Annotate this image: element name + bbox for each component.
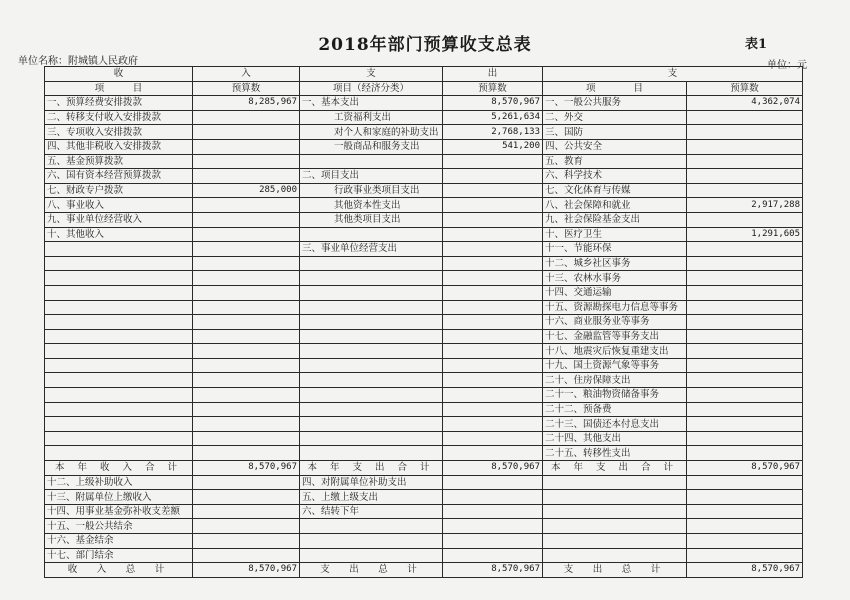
table-row <box>45 388 803 403</box>
budget-cell <box>193 504 300 519</box>
budget-cell <box>443 271 543 286</box>
budget-cell: 8,570,967 <box>443 96 543 111</box>
item-cell: 三、事业单位经营支出 <box>300 242 443 257</box>
table-row <box>45 475 803 490</box>
budget-cell <box>193 475 300 490</box>
budget-cell <box>443 475 543 490</box>
budget-cell <box>193 548 300 563</box>
item-cell <box>45 300 193 315</box>
item-cell <box>45 402 193 417</box>
item-cell: 十五、一般公共结余 <box>45 519 193 534</box>
budget-cell <box>193 125 300 140</box>
item-cell: 四、对附属单位补助支出 <box>300 475 443 490</box>
budget-cell <box>193 446 300 461</box>
budget-cell <box>687 504 803 519</box>
item-cell <box>45 388 193 403</box>
total-row <box>45 563 803 578</box>
income-header-b: 入 <box>193 67 300 82</box>
budget-cell <box>443 373 543 388</box>
budget-cell <box>193 329 300 344</box>
budget-cell: 1,291,605 <box>687 227 803 242</box>
budget-cell <box>443 504 543 519</box>
item-cell <box>45 256 193 271</box>
item-cell: 十、其他收入 <box>45 227 193 242</box>
table-row <box>45 534 803 549</box>
budget-cell <box>193 169 300 184</box>
item-cell: 二、外交 <box>543 110 687 125</box>
item-cell: 四、其他非税收入安排拨款 <box>45 139 193 154</box>
item-cell <box>45 431 193 446</box>
item-cell <box>45 271 193 286</box>
item-cell <box>45 446 193 461</box>
budget-cell <box>443 344 543 359</box>
budget-cell <box>193 271 300 286</box>
budget-cell <box>193 212 300 227</box>
item-cell: 行政事业类项目支出 <box>300 183 443 198</box>
budget-cell <box>687 242 803 257</box>
budget-cell <box>687 446 803 461</box>
budget-cell <box>443 169 543 184</box>
table-row <box>45 446 803 461</box>
table-row <box>45 96 803 111</box>
budget-cell: 2,768,133 <box>443 125 543 140</box>
item-cell: 十四、用事业基金弥补收支差额 <box>45 504 193 519</box>
budget-cell <box>443 548 543 563</box>
col-budget-3: 预算数 <box>687 81 803 96</box>
item-cell: 九、事业单位经营收入 <box>45 212 193 227</box>
item-cell: 十七、金融监管等事务支出 <box>543 329 687 344</box>
item-cell <box>300 315 443 330</box>
budget-cell <box>687 388 803 403</box>
budget-cell <box>443 446 543 461</box>
table-row <box>45 212 803 227</box>
budget-cell: 8,570,967 <box>443 563 543 578</box>
budget-cell <box>443 227 543 242</box>
budget-cell <box>443 490 543 505</box>
unit-name: 单位名称：附城镇人民政府 <box>18 56 138 67</box>
table-row <box>45 183 803 198</box>
budget-cell <box>687 548 803 563</box>
budget-cell <box>687 402 803 417</box>
table-number: 表1 <box>745 37 768 52</box>
item-cell <box>45 373 193 388</box>
budget-cell <box>443 329 543 344</box>
table-row <box>45 125 803 140</box>
budget-cell <box>193 417 300 432</box>
item-cell: 十、医疗卫生 <box>543 227 687 242</box>
budget-cell <box>193 198 300 213</box>
col-func-item: 项 目 <box>543 81 687 96</box>
budget-cell <box>193 534 300 549</box>
table-row <box>45 315 803 330</box>
budget-cell <box>193 110 300 125</box>
item-cell: 六、国有资本经营预算拨款 <box>45 169 193 184</box>
item-cell: 本 年 收 入 合 计 <box>45 461 193 476</box>
item-cell <box>45 358 193 373</box>
budget-cell <box>193 242 300 257</box>
table-row <box>45 402 803 417</box>
item-cell <box>300 227 443 242</box>
item-cell <box>300 534 443 549</box>
item-cell <box>300 285 443 300</box>
table-row <box>45 154 803 169</box>
item-cell: 十五、资源勘探电力信息等事务 <box>543 300 687 315</box>
budget-cell <box>193 490 300 505</box>
budget-cell <box>193 373 300 388</box>
budget-cell: 2,917,288 <box>687 198 803 213</box>
col-econ-item: 项目（经济分类） <box>300 81 443 96</box>
item-cell <box>300 358 443 373</box>
item-cell: 二十四、其他支出 <box>543 431 687 446</box>
item-cell <box>543 490 687 505</box>
total-row <box>45 461 803 476</box>
budget-cell <box>687 534 803 549</box>
budget-cell <box>443 300 543 315</box>
item-cell <box>45 329 193 344</box>
budget-cell <box>687 358 803 373</box>
budget-cell <box>687 519 803 534</box>
item-cell: 八、事业收入 <box>45 198 193 213</box>
budget-cell <box>443 256 543 271</box>
item-cell: 十八、地震灾后恢复重建支出 <box>543 344 687 359</box>
table-row <box>45 285 803 300</box>
budget-cell <box>193 358 300 373</box>
col-budget: 预算数 <box>193 81 300 96</box>
table-row <box>45 300 803 315</box>
item-cell <box>45 315 193 330</box>
budget-cell: 8,570,967 <box>687 563 803 578</box>
budget-cell <box>443 212 543 227</box>
item-cell <box>300 431 443 446</box>
budget-cell <box>193 154 300 169</box>
item-cell: 十三、附属单位上缴收入 <box>45 490 193 505</box>
item-cell: 二十、住房保障支出 <box>543 373 687 388</box>
budget-cell: 8,570,967 <box>687 461 803 476</box>
budget-cell: 541,200 <box>443 139 543 154</box>
item-cell <box>45 242 193 257</box>
item-cell <box>45 285 193 300</box>
item-cell <box>543 475 687 490</box>
budget-cell: 8,570,967 <box>193 563 300 578</box>
item-cell: 十六、商业服务业等事务 <box>543 315 687 330</box>
budget-cell <box>687 154 803 169</box>
item-cell <box>543 504 687 519</box>
item-cell: 一、预算经费安排拨款 <box>45 96 193 111</box>
item-cell: 十六、基金结余 <box>45 534 193 549</box>
item-cell <box>45 344 193 359</box>
budget-cell <box>687 344 803 359</box>
budget-cell <box>687 271 803 286</box>
budget-cell <box>687 300 803 315</box>
item-cell <box>300 256 443 271</box>
table-row <box>45 417 803 432</box>
item-cell: 二、项目支出 <box>300 169 443 184</box>
item-cell: 五、基金预算拨款 <box>45 154 193 169</box>
table-row <box>45 242 803 257</box>
budget-cell: 285,000 <box>193 183 300 198</box>
budget-cell <box>193 227 300 242</box>
budget-cell <box>687 125 803 140</box>
budget-cell <box>193 344 300 359</box>
budget-cell <box>193 388 300 403</box>
budget-cell <box>193 139 300 154</box>
table-row <box>45 519 803 534</box>
currency-unit: 单位：元 <box>767 60 807 71</box>
item-cell: 七、文化体育与传媒 <box>543 183 687 198</box>
item-cell: 三、国防 <box>543 125 687 140</box>
item-cell: 五、上缴上级支出 <box>300 490 443 505</box>
item-cell <box>45 417 193 432</box>
expenditure-header-b: 出 <box>443 67 543 82</box>
item-cell: 十七、部门结余 <box>45 548 193 563</box>
table-row <box>45 110 803 125</box>
budget-cell <box>443 242 543 257</box>
budget-cell <box>687 183 803 198</box>
item-cell: 九、社会保险基金支出 <box>543 212 687 227</box>
table-row <box>45 373 803 388</box>
item-cell: 八、社会保障和就业 <box>543 198 687 213</box>
budget-cell <box>443 183 543 198</box>
item-cell: 四、公共安全 <box>543 139 687 154</box>
budget-cell <box>193 300 300 315</box>
budget-cell <box>687 285 803 300</box>
col-item: 项 目 <box>45 81 193 96</box>
item-cell: 支 出 总 计 <box>543 563 687 578</box>
table-row <box>45 344 803 359</box>
item-cell: 十三、农林水事务 <box>543 271 687 286</box>
item-cell: 其他类项目支出 <box>300 212 443 227</box>
item-cell: 本 年 支 出 合 计 <box>543 461 687 476</box>
budget-cell <box>193 315 300 330</box>
budget-cell <box>443 154 543 169</box>
item-cell: 二十三、国债还本付息支出 <box>543 417 687 432</box>
item-cell: 一、基本支出 <box>300 96 443 111</box>
budget-summary-table <box>44 66 803 578</box>
budget-cell: 5,261,634 <box>443 110 543 125</box>
budget-cell <box>687 110 803 125</box>
budget-cell <box>443 402 543 417</box>
budget-cell <box>443 358 543 373</box>
item-cell <box>300 402 443 417</box>
table-row <box>45 504 803 519</box>
item-cell <box>300 519 443 534</box>
item-cell: 收 入 总 计 <box>45 563 193 578</box>
item-cell <box>300 329 443 344</box>
budget-cell <box>687 373 803 388</box>
budget-cell <box>687 490 803 505</box>
table-row <box>45 169 803 184</box>
item-cell: 六、结转下年 <box>300 504 443 519</box>
item-cell: 本 年 支 出 合 计 <box>300 461 443 476</box>
table-row <box>45 198 803 213</box>
budget-cell <box>443 285 543 300</box>
item-cell: 一般商品和服务支出 <box>300 139 443 154</box>
budget-cell <box>687 169 803 184</box>
budget-cell <box>687 431 803 446</box>
budget-cell <box>687 139 803 154</box>
budget-cell: 8,570,967 <box>193 461 300 476</box>
table-row <box>45 548 803 563</box>
table-row <box>45 358 803 373</box>
item-cell: 二十一、粮油物资储备事务 <box>543 388 687 403</box>
budget-cell <box>193 431 300 446</box>
budget-cell <box>443 431 543 446</box>
item-cell <box>300 388 443 403</box>
table-row <box>45 329 803 344</box>
budget-cell <box>193 285 300 300</box>
item-cell: 十四、交通运输 <box>543 285 687 300</box>
budget-cell <box>687 475 803 490</box>
item-cell <box>543 534 687 549</box>
item-cell: 一、一般公共服务 <box>543 96 687 111</box>
table-row <box>45 431 803 446</box>
expenditure-header-2: 支 <box>543 67 803 82</box>
budget-cell <box>443 519 543 534</box>
budget-cell <box>193 256 300 271</box>
item-cell: 二、转移支付收入安排拨款 <box>45 110 193 125</box>
item-cell <box>300 417 443 432</box>
item-cell: 十二、城乡社区事务 <box>543 256 687 271</box>
item-cell: 支 出 总 计 <box>300 563 443 578</box>
budget-cell: 8,285,967 <box>193 96 300 111</box>
budget-cell <box>687 256 803 271</box>
budget-cell <box>443 388 543 403</box>
item-cell: 工资福利支出 <box>300 110 443 125</box>
budget-cell <box>193 402 300 417</box>
item-cell: 对个人和家庭的补助支出 <box>300 125 443 140</box>
header-row-2 <box>45 81 803 96</box>
item-cell <box>300 446 443 461</box>
item-cell: 十二、上级补助收入 <box>45 475 193 490</box>
budget-cell <box>687 417 803 432</box>
header-row-1 <box>45 67 803 82</box>
budget-cell <box>443 315 543 330</box>
item-cell: 十一、节能环保 <box>543 242 687 257</box>
income-header-a: 收 <box>45 67 193 82</box>
item-cell: 二十二、预备费 <box>543 402 687 417</box>
table-row <box>45 227 803 242</box>
item-cell: 其他资本性支出 <box>300 198 443 213</box>
item-cell <box>300 373 443 388</box>
item-cell: 五、教育 <box>543 154 687 169</box>
item-cell <box>300 154 443 169</box>
budget-cell <box>687 329 803 344</box>
budget-cell <box>443 534 543 549</box>
item-cell: 七、财政专户拨款 <box>45 183 193 198</box>
item-cell <box>300 300 443 315</box>
item-cell: 二十五、转移性支出 <box>543 446 687 461</box>
budget-cell: 4,362,074 <box>687 96 803 111</box>
table-row <box>45 139 803 154</box>
budget-cell <box>193 519 300 534</box>
table-row <box>45 490 803 505</box>
item-cell: 三、专项收入安排拨款 <box>45 125 193 140</box>
expenditure-header-a: 支 <box>300 67 443 82</box>
budget-cell <box>687 212 803 227</box>
item-cell <box>300 271 443 286</box>
budget-cell: 8,570,967 <box>443 461 543 476</box>
budget-cell <box>687 315 803 330</box>
item-cell: 十九、国土资源气象等事务 <box>543 358 687 373</box>
item-cell <box>300 548 443 563</box>
table-row <box>45 256 803 271</box>
budget-cell <box>443 198 543 213</box>
budget-cell <box>443 417 543 432</box>
item-cell <box>300 344 443 359</box>
col-budget-2: 预算数 <box>443 81 543 96</box>
item-cell: 六、科学技术 <box>543 169 687 184</box>
item-cell <box>543 548 687 563</box>
item-cell <box>543 519 687 534</box>
table-row <box>45 271 803 286</box>
page-title: 2018年部门预算收支总表 <box>318 35 532 55</box>
